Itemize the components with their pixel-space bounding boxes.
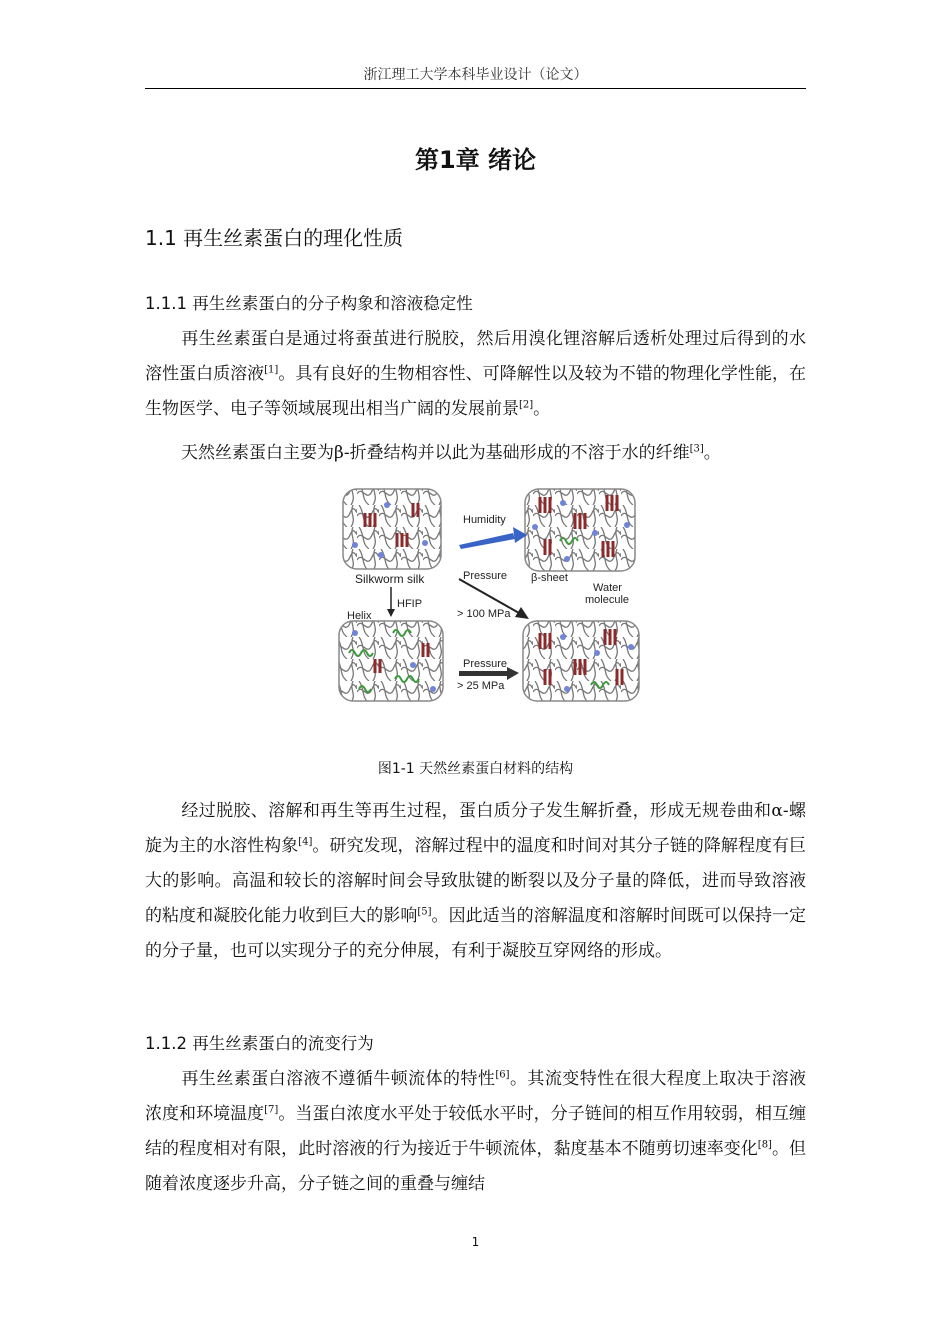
p4-text-d: 。但随着浓度逐步升高，分子链之间的重叠与缠结 bbox=[145, 1139, 807, 1194]
label-100-mpa: > 100 MPa bbox=[457, 608, 511, 620]
label-water-line2: molecule bbox=[585, 594, 630, 606]
paragraph-4 bbox=[145, 1062, 806, 1202]
pressurized-network bbox=[523, 621, 639, 701]
label-helix: Helix bbox=[347, 610, 372, 622]
p4-text-c: 。当蛋白浓度水平处于较低水平时，分子链间的相互作用较弱，相互缠结的程度相对有限，此时溶液的行为接近于牛顿流体，黏度基本不随剪切速率变化 bbox=[145, 1104, 807, 1159]
citation: [8] bbox=[757, 1139, 772, 1151]
chapter-title: 第1章 绪论 bbox=[414, 146, 537, 174]
page-header: 浙江理工大学本科毕业设计（论文） bbox=[363, 67, 588, 83]
p1-text-b: 。具有良好的生物相容性、可降解性以及较为不错的物理化学性能，在生物医学、电子等领域展现出相当广阔的发展前景 bbox=[145, 364, 807, 419]
page-number: 1 bbox=[471, 1235, 480, 1249]
humidity-arrow bbox=[459, 527, 527, 549]
label-pressure-2: Pressure bbox=[463, 658, 508, 670]
paragraph-3 bbox=[145, 794, 806, 969]
section-heading-1-1: 1.1 再生丝素蛋白的理化性质 bbox=[145, 226, 404, 250]
label-water-line1: Water bbox=[593, 582, 622, 594]
header-rule bbox=[145, 88, 806, 89]
p2-text-a: 天然丝素蛋白主要为β-折叠结构并以此为基础形成的不溶于水的纤维 bbox=[181, 443, 690, 463]
p1-text-a: 再生丝素蛋白是通过将蚕茧进行脱胶，然后用溴化锂溶解后透析处理过后得到的水溶性蛋白质溶液 bbox=[145, 329, 806, 384]
label-hfip: HFIP bbox=[397, 598, 423, 610]
p1-text-c: 。 bbox=[533, 399, 551, 419]
citation: [6] bbox=[495, 1069, 510, 1081]
label-25-mpa: > 25 MPa bbox=[457, 680, 505, 692]
figure-illustration bbox=[335, 483, 645, 713]
silkworm-silk-network bbox=[343, 489, 441, 569]
citation: [4] bbox=[298, 836, 313, 848]
citation: [3] bbox=[689, 443, 704, 455]
paragraph-2 bbox=[145, 436, 806, 471]
p2-text-b: 。 bbox=[703, 443, 721, 463]
beta-sheet-network bbox=[525, 489, 635, 571]
section-heading-1-1-2: 1.1.2 再生丝素蛋白的流变行为 bbox=[145, 1034, 374, 1053]
section-heading-1-1-1: 1.1.1 再生丝素蛋白的分子构象和溶液稳定性 bbox=[145, 294, 473, 313]
label-humidity: Humidity bbox=[463, 514, 506, 526]
hfip-arrow bbox=[387, 587, 395, 617]
citation: [2] bbox=[519, 399, 534, 411]
p3-text-a: 经过脱胶、溶解和再生等再生过程，蛋白质分子发生解折叠，形成无规卷曲和α-螺旋为主的水溶性构象 bbox=[145, 801, 806, 856]
figure-caption: 图1-1 天然丝素蛋白材料的结构 bbox=[377, 761, 574, 777]
citation: [1] bbox=[264, 364, 279, 376]
label-beta-sheet: β-sheet bbox=[531, 572, 568, 584]
p3-text-b: 。研究发现，溶解过程中的温度和时间对其分子链的降解程度有巨大的影响。高温和较长的溶解时间会导致肽键的断裂以及分子量的降低，进而导致溶液的粘度和凝胶化能力收到巨大的影响 bbox=[145, 836, 807, 926]
helix-network bbox=[339, 621, 443, 701]
p3-text-c: 。因此适当的溶解温度和溶解时间既可以保持一定的分子量，也可以实现分子的充分伸展，有利于凝胶互穿网络的形成。 bbox=[145, 906, 807, 961]
citation: [5] bbox=[417, 906, 432, 918]
figure-silk-structure bbox=[335, 483, 645, 713]
p4-text-a: 再生丝素蛋白溶液不遵循牛顿流体的特性 bbox=[181, 1069, 496, 1089]
label-silkworm-silk: Silkworm silk bbox=[355, 572, 425, 586]
p4-text-b: 。其流变特性在很大程度上取决于溶液浓度和环境温度 bbox=[145, 1069, 807, 1124]
label-pressure-1: Pressure bbox=[463, 570, 508, 582]
paragraph-1 bbox=[145, 322, 806, 427]
citation: [7] bbox=[264, 1104, 279, 1116]
